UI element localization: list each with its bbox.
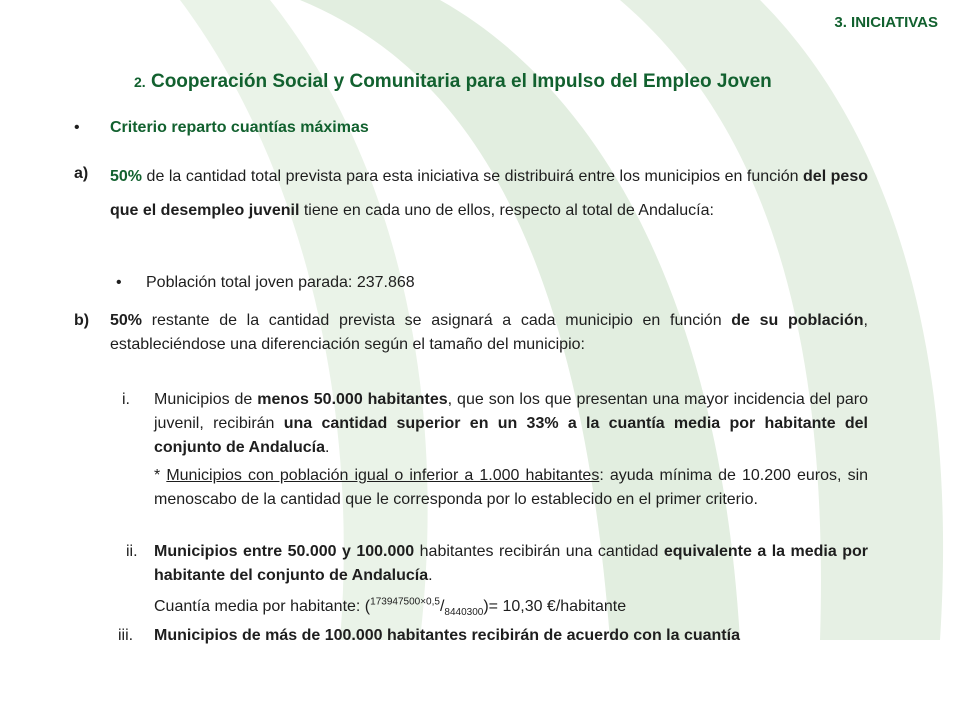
criterion-bullet: • [74,119,80,136]
page-title [134,71,772,93]
item-b-text-1: restante de la cantidad prevista se asignará a cada municipio en función [142,312,732,329]
item-b-label: b) [74,312,90,329]
item-i-bold-1: menos 50.000 habitantes [257,391,448,408]
item-a-label: a) [74,165,89,182]
item-ii-text-1: habitantes recibirán una cantidad [414,543,664,560]
formula-lead: Cuantía media por habitante: ( [154,598,371,615]
item-a-paragraph [110,160,868,228]
formula-denominator: 8440300 [444,607,484,619]
item-a-sub-text: Población total joven parada: 237.868 [146,274,415,291]
item-i-text-2: , que son los que presentan una mayor incidencia del paro juvenil, recibirán [154,391,868,432]
note-text: : ayuda mínima de 10.200 euros, sin menoscabo de la cantidad que le corresponda por lo establecido en el primer criterio. [154,467,869,508]
item-ii-bold-1: Municipios entre 50.000 y 100.000 [154,543,415,560]
item-a-text-1: de la cantidad total prevista para esta iniciativa se distribuirá entre los municipios en función [142,168,804,185]
item-a-percent: 50% [110,168,143,185]
formula-line [154,595,868,619]
item-i-label: i. [122,391,130,408]
title-number: 2. [134,74,146,90]
item-iii-label: iii. [118,627,134,644]
item-i-note [154,464,868,512]
criterion-title: Criterio reparto cuantías máximas [110,119,369,136]
item-b-bold-1: de su población [731,312,864,329]
item-b-percent: 50% [110,312,143,329]
item-b-paragraph [110,309,868,357]
item-i-text-3: . [324,439,330,456]
item-iii-partial-text: Municipios de más de 100.000 habitantes recibirán de acuerdo con la cuantía [154,627,740,644]
note-underlined: Municipios con población igual o inferior a 1.000 habitantes [166,467,600,484]
item-i-paragraph [154,388,868,460]
item-i-bold-2: una cantidad superior en un 33% a la cuantía media por habitante del conjunto de Andalucía [154,415,868,456]
item-a-bold-1: del peso que el desempleo juvenil [110,168,869,219]
section-header: 3. INICIATIVAS [834,14,938,31]
item-ii-bold-2: equivalente a la media por habitante del conjunto de Andalucía [154,543,868,584]
item-a-text-2: tiene en cada uno de ellos, respecto al total de Andalucía: [299,202,714,219]
document-body [74,116,869,644]
formula-numerator: 173947500×0,5 [370,596,440,608]
item-ii-label: ii. [126,543,138,560]
item-i-text-1: Municipios de [154,391,258,408]
formula-result: )= 10,30 €/habitante [483,598,627,615]
item-b-text-2: , estableciéndose una diferenciación según el tamaño del municipio: [110,312,868,353]
title-text: Cooperación Social y Comunitaria para el Impulso del Empleo Joven [150,71,772,92]
item-ii-text-2: . [428,567,433,584]
item-a-sub-bullet: • [116,274,122,291]
formula-slash: / [439,598,445,615]
item-ii-paragraph [154,540,868,588]
note-star: * [154,467,167,484]
